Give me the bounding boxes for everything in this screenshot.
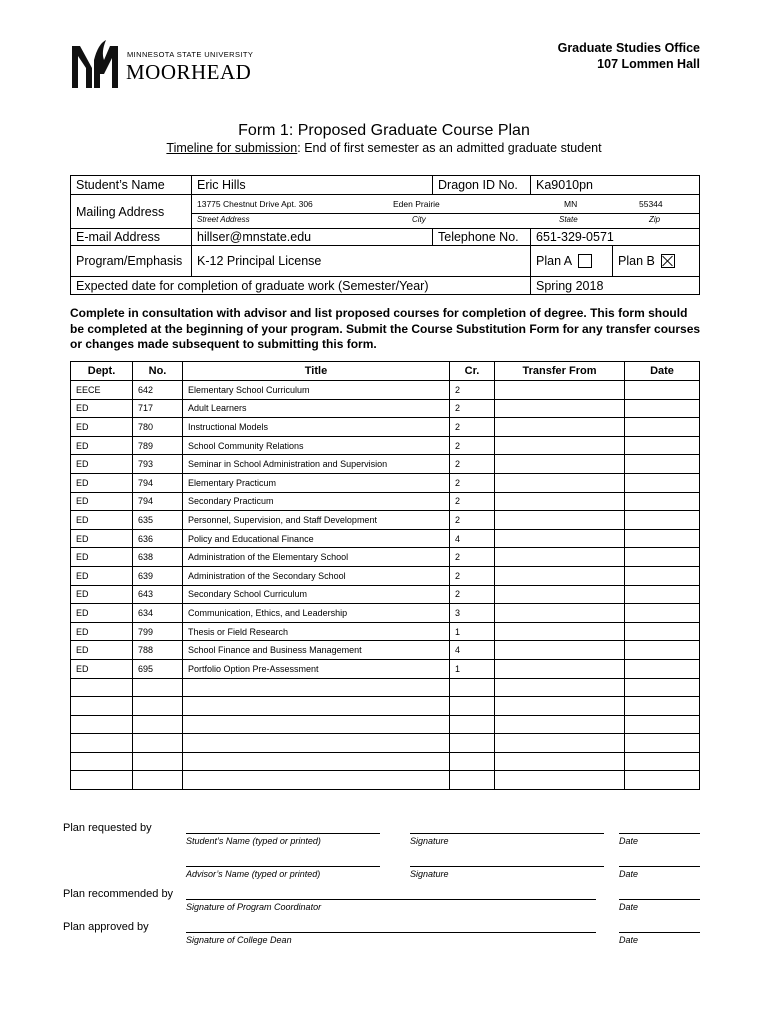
cell-cr[interactable]	[450, 697, 495, 716]
header-dept: Dept.	[71, 362, 133, 381]
cell-cr[interactable]	[450, 771, 495, 790]
cell-transfer[interactable]	[495, 511, 625, 530]
cell-transfer[interactable]	[495, 566, 625, 585]
advisor-date-caption: Date	[619, 869, 639, 879]
table-row	[71, 752, 700, 771]
cell-title[interactable]: Administration of the Elementary School	[183, 548, 450, 567]
cell-cr[interactable]: 2	[450, 436, 495, 455]
coordinator-caption: Signature of Program Coordinator	[186, 902, 322, 912]
cell-date[interactable]	[625, 622, 700, 641]
table-row	[71, 715, 700, 734]
cell-date[interactable]	[625, 752, 700, 771]
student-name-label: Student’s Name	[71, 176, 192, 195]
dean-signature-line[interactable]	[186, 932, 596, 933]
advisor-signature-line[interactable]	[410, 866, 604, 867]
dean-date-line[interactable]	[619, 932, 700, 933]
table-row	[71, 418, 700, 437]
student-date-line[interactable]	[619, 833, 700, 834]
cell-dept[interactable]: ED	[71, 604, 133, 623]
cell-cr[interactable]: 2	[450, 455, 495, 474]
cell-title[interactable]: Communication, Ethics, and Leadership	[183, 604, 450, 623]
cell-cr[interactable]: 2	[450, 381, 495, 400]
advisor-name-line[interactable]	[186, 866, 380, 867]
cell-transfer[interactable]	[495, 399, 625, 418]
cell-title[interactable]: School Finance and Business Management	[183, 641, 450, 660]
cell-date[interactable]	[625, 548, 700, 567]
cell-title[interactable]	[183, 697, 450, 716]
cell-no[interactable]	[133, 715, 183, 734]
cell-title[interactable]: Personnel, Supervision, and Staff Development	[183, 511, 450, 530]
form-title: Form 1: Proposed Graduate Course Plan	[238, 122, 530, 139]
cell-transfer[interactable]	[495, 473, 625, 492]
cell-dept[interactable]: ED	[71, 455, 133, 474]
plan-recommended-label: Plan recommended by	[63, 888, 174, 900]
cell-date[interactable]	[625, 566, 700, 585]
cell-no[interactable]: 780	[133, 418, 183, 437]
state-value: MN	[564, 199, 578, 209]
cell-title[interactable]: Secondary School Curriculum	[183, 585, 450, 604]
cell-no[interactable]: 794	[133, 492, 183, 511]
cell-dept[interactable]: ED	[71, 641, 133, 660]
cell-title[interactable]: Seminar in School Administration and Supervision	[183, 455, 450, 474]
table-row	[71, 659, 700, 678]
cell-transfer[interactable]	[495, 585, 625, 604]
cell-no[interactable]: 642	[133, 381, 183, 400]
cell-transfer[interactable]	[495, 436, 625, 455]
cell-date[interactable]	[625, 715, 700, 734]
student-signature-line[interactable]	[410, 833, 604, 834]
cell-date[interactable]	[625, 511, 700, 530]
cell-title[interactable]: Elementary Practicum	[183, 473, 450, 492]
cell-dept[interactable]: ED	[71, 436, 133, 455]
plan-b-checkbox[interactable]	[661, 254, 675, 268]
cell-no[interactable]: 799	[133, 622, 183, 641]
cell-cr[interactable]: 2	[450, 548, 495, 567]
cell-title[interactable]: Instructional Models	[183, 418, 450, 437]
table-row	[71, 771, 700, 790]
cell-cr[interactable]: 3	[450, 604, 495, 623]
cell-date[interactable]	[625, 659, 700, 678]
cell-dept[interactable]: ED	[71, 659, 133, 678]
cell-no[interactable]	[133, 752, 183, 771]
cell-no[interactable]: 639	[133, 566, 183, 585]
timeline-line	[0, 141, 768, 155]
table-row	[71, 529, 700, 548]
cell-date[interactable]	[625, 604, 700, 623]
cell-cr[interactable]: 2	[450, 418, 495, 437]
cell-dept[interactable]	[71, 697, 133, 716]
dean-caption: Signature of College Dean	[186, 935, 292, 945]
table-row	[71, 381, 700, 400]
cell-no[interactable]	[133, 771, 183, 790]
table-row	[71, 622, 700, 641]
mailing-address-field[interactable]	[192, 195, 700, 229]
student-signature-caption: Signature	[410, 836, 449, 846]
student-name-line[interactable]	[186, 833, 380, 834]
cell-cr[interactable]: 1	[450, 659, 495, 678]
student-name-caption: Student’s Name (typed or printed)	[186, 836, 321, 846]
cell-transfer[interactable]	[495, 641, 625, 660]
cell-dept[interactable]	[71, 752, 133, 771]
telephone-field[interactable]: 651-329-0571	[531, 229, 700, 246]
cell-transfer[interactable]	[495, 659, 625, 678]
dean-date-caption: Date	[619, 935, 639, 945]
cell-cr[interactable]: 2	[450, 566, 495, 585]
cell-title[interactable]: Thesis or Field Research	[183, 622, 450, 641]
cell-dept[interactable]	[71, 715, 133, 734]
cell-cr[interactable]: 4	[450, 529, 495, 548]
cell-dept[interactable]	[71, 771, 133, 790]
program-field[interactable]: K-12 Principal License	[192, 246, 531, 277]
street-caption: Street Address	[197, 215, 250, 224]
cell-no[interactable]: 643	[133, 585, 183, 604]
cell-transfer[interactable]	[495, 418, 625, 437]
cell-transfer[interactable]	[495, 381, 625, 400]
student-date-caption: Date	[619, 836, 639, 846]
table-row	[71, 566, 700, 585]
cell-date[interactable]	[625, 641, 700, 660]
telephone-label: Telephone No.	[433, 229, 531, 246]
timeline-value: : End of first semester as an admitted graduate student	[297, 141, 602, 155]
advisor-name-caption: Advisor’s Name (typed or printed)	[186, 869, 321, 879]
cell-no[interactable]: 717	[133, 399, 183, 418]
cell-date[interactable]	[625, 418, 700, 437]
cell-dept[interactable]: ED	[71, 492, 133, 511]
cell-title[interactable]	[183, 771, 450, 790]
cell-no[interactable]: 636	[133, 529, 183, 548]
cell-title[interactable]	[183, 678, 450, 697]
advisor-date-line[interactable]	[619, 866, 700, 867]
program-label: Program/Emphasis	[71, 246, 192, 277]
course-table-body	[71, 381, 700, 790]
cell-transfer[interactable]	[495, 529, 625, 548]
address-divider	[192, 213, 699, 214]
cell-date[interactable]	[625, 436, 700, 455]
cell-title[interactable]: Adult Learners	[183, 399, 450, 418]
cell-transfer[interactable]	[495, 622, 625, 641]
cell-title[interactable]: Portfolio Option Pre-Assessment	[183, 659, 450, 678]
plan-a-option[interactable]	[531, 246, 613, 277]
cell-transfer[interactable]	[495, 715, 625, 734]
table-row	[71, 436, 700, 455]
table-row	[71, 511, 700, 530]
cell-date[interactable]	[625, 381, 700, 400]
cell-cr[interactable]: 4	[450, 641, 495, 660]
cell-title[interactable]: Policy and Educational Finance	[183, 529, 450, 548]
cell-no[interactable]	[133, 678, 183, 697]
cell-cr[interactable]: 2	[450, 473, 495, 492]
table-row	[71, 492, 700, 511]
cell-no[interactable]: 794	[133, 473, 183, 492]
cell-dept[interactable]: ED	[71, 548, 133, 567]
expected-date-field[interactable]: Spring 2018	[531, 277, 700, 295]
table-row	[71, 678, 700, 697]
table-row	[71, 641, 700, 660]
student-info-table	[70, 175, 700, 295]
coordinator-date-line[interactable]	[619, 899, 700, 900]
cell-dept[interactable]: EECE	[71, 381, 133, 400]
office-name: Graduate Studies Office	[557, 41, 700, 55]
cell-date[interactable]	[625, 529, 700, 548]
cell-title[interactable]	[183, 715, 450, 734]
cell-cr[interactable]	[450, 734, 495, 753]
cell-dept[interactable]: ED	[71, 566, 133, 585]
cell-cr[interactable]	[450, 715, 495, 734]
cell-cr[interactable]: 2	[450, 511, 495, 530]
cell-cr[interactable]	[450, 678, 495, 697]
cell-no[interactable]: 695	[133, 659, 183, 678]
city-caption: City	[412, 215, 426, 224]
table-row	[71, 548, 700, 567]
cell-date[interactable]	[625, 455, 700, 474]
mailing-address-label: Mailing Address	[71, 195, 192, 229]
header-no: No.	[133, 362, 183, 381]
cell-no[interactable]	[133, 734, 183, 753]
cell-date[interactable]	[625, 678, 700, 697]
header-title: Title	[183, 362, 450, 381]
cell-dept[interactable]	[71, 734, 133, 753]
cell-cr[interactable]: 1	[450, 622, 495, 641]
cell-transfer[interactable]	[495, 492, 625, 511]
cell-date[interactable]	[625, 399, 700, 418]
cell-title[interactable]: Elementary School Curriculum	[183, 381, 450, 400]
cell-transfer[interactable]	[495, 678, 625, 697]
cell-dept[interactable]: ED	[71, 511, 133, 530]
plan-b-label: Plan B	[618, 253, 655, 268]
coordinator-date-caption: Date	[619, 902, 639, 912]
header-transfer-from: Transfer From	[495, 362, 625, 381]
cell-title[interactable]: Secondary Practicum	[183, 492, 450, 511]
cell-title[interactable]	[183, 734, 450, 753]
state-caption: State	[559, 215, 578, 224]
cell-title[interactable]: School Community Relations	[183, 436, 450, 455]
cell-dept[interactable]: ED	[71, 473, 133, 492]
table-row	[71, 604, 700, 623]
cell-dept[interactable]: ED	[71, 418, 133, 437]
table-row	[71, 455, 700, 474]
cell-no[interactable]: 638	[133, 548, 183, 567]
plan-approved-label: Plan approved by	[63, 921, 149, 933]
course-plan-table	[70, 361, 700, 790]
email-label: E-mail Address	[71, 229, 192, 246]
cell-title[interactable]	[183, 752, 450, 771]
city-value: Eden Prairie	[393, 199, 440, 209]
plan-a-checkbox[interactable]	[578, 254, 592, 268]
dragon-id-label: Dragon ID No.	[433, 176, 531, 195]
instructions-text: Complete in consultation with advisor and list proposed courses for completion of degree. This form should be completed at the beginning of your program. Submit the Course Substitution Form for any transfer courses or changes made subsequent to submitting this form.	[70, 306, 701, 351]
table-row	[71, 399, 700, 418]
cell-cr[interactable]: 2	[450, 492, 495, 511]
table-row	[71, 473, 700, 492]
cell-dept[interactable]: ED	[71, 622, 133, 641]
table-row	[71, 734, 700, 753]
cell-transfer[interactable]	[495, 604, 625, 623]
cell-no[interactable]: 788	[133, 641, 183, 660]
cell-transfer[interactable]	[495, 697, 625, 716]
cell-date[interactable]	[625, 734, 700, 753]
zip-value: 55344	[639, 199, 663, 209]
zip-caption: Zip	[649, 215, 661, 224]
msum-logo-mark-icon	[70, 38, 124, 90]
cell-dept[interactable]: ED	[71, 585, 133, 604]
plan-requested-label: Plan requested by	[63, 822, 152, 834]
cell-cr[interactable]: 2	[450, 399, 495, 418]
cell-no[interactable]: 789	[133, 436, 183, 455]
cell-transfer[interactable]	[495, 752, 625, 771]
office-room: 107 Lommen Hall	[597, 57, 700, 71]
timeline-label: Timeline for submission	[166, 141, 298, 155]
cell-date[interactable]	[625, 585, 700, 604]
street-value: 13775 Chestnut Drive Apt. 306	[197, 199, 313, 209]
cell-dept[interactable]: ED	[71, 399, 133, 418]
cell-date[interactable]	[625, 473, 700, 492]
course-table-header	[71, 362, 700, 381]
email-field[interactable]: hillser@mnstate.edu	[192, 229, 433, 246]
university-logo	[70, 38, 270, 94]
logo-campus-text: MOORHEAD	[126, 60, 252, 84]
plan-a-label: Plan A	[536, 253, 573, 268]
cell-transfer[interactable]	[495, 548, 625, 567]
expected-date-label: Expected date for completion of graduate work (Semester/Year)	[71, 277, 531, 295]
header-cr: Cr.	[450, 362, 495, 381]
cell-title[interactable]: Administration of the Secondary School	[183, 566, 450, 585]
cell-dept[interactable]: ED	[71, 529, 133, 548]
table-row	[71, 697, 700, 716]
advisor-signature-caption: Signature	[410, 869, 449, 879]
cell-transfer[interactable]	[495, 455, 625, 474]
cell-transfer[interactable]	[495, 771, 625, 790]
cell-transfer[interactable]	[495, 734, 625, 753]
plan-b-option[interactable]	[613, 246, 700, 277]
coordinator-signature-line[interactable]	[186, 899, 596, 900]
cell-date[interactable]	[625, 771, 700, 790]
cell-no[interactable]: 634	[133, 604, 183, 623]
cell-no[interactable]	[133, 697, 183, 716]
cell-date[interactable]	[625, 697, 700, 716]
table-row	[71, 585, 700, 604]
cell-dept[interactable]	[71, 678, 133, 697]
dragon-id-field[interactable]: Ka9010pn	[531, 176, 700, 195]
logo-university-text: MINNESOTA STATE UNIVERSITY	[127, 50, 254, 59]
cell-no[interactable]: 635	[133, 511, 183, 530]
student-name-field[interactable]: Eric Hills	[192, 176, 433, 195]
cell-cr[interactable]: 2	[450, 585, 495, 604]
cell-cr[interactable]	[450, 752, 495, 771]
cell-date[interactable]	[625, 492, 700, 511]
header-date: Date	[625, 362, 700, 381]
cell-no[interactable]: 793	[133, 455, 183, 474]
office-address	[558, 40, 700, 72]
